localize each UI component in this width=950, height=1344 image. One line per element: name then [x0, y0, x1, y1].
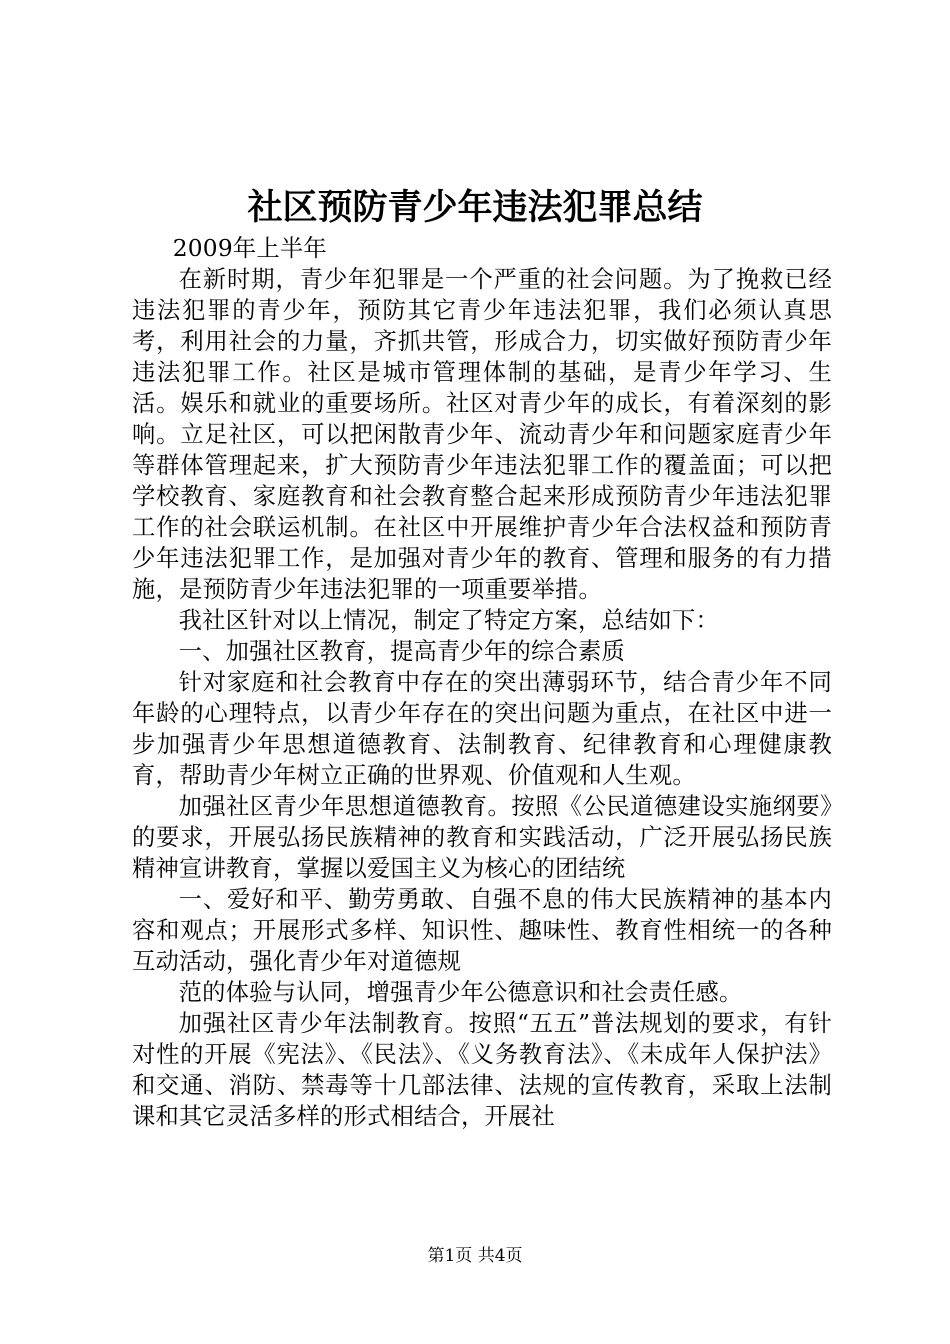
paragraph-section-1: 针对家庭和社会教育中存在的突出薄弱环节，结合青少年不同年龄的心理特点，以青少年存在的突出问题为重点，在社区中进一步加强青少年思想道德教育、法制教育、纪律教育和心理健康教育，帮助青少年树立正确的世界观、价值观和人生观。: [132, 669, 832, 789]
document-title: 社区预防青少年违法犯罪总结: [247, 187, 703, 228]
page-footer: 第1页 共4页: [427, 1246, 523, 1266]
paragraph-summary-lead: 我社区针对以上情况，制定了特定方案，总结如下：: [178, 607, 720, 634]
paragraph-intro: 在新时期，青少年犯罪是一个严重的社会问题。为了挽救已经违法犯罪的青少年，预防其它青少年违法犯罪，我们必须认真思考，利用社会的力量，齐抓共管，形成合力，切实做好预防青少年违法犯罪工作。社区是城市管理体制的基础，是青少年学习、生活。娱乐和就业的重要场所。社区对青少年的成长，有着深刻的影响。立足社区，可以把闲散青少年、流动青少年和问题家庭青少年等群体管理起来，扩大预防青少年违法犯罪工作的覆盖面；可以把学校教育、家庭教育和社会教育整合起来形成预防青少年违法犯罪工作的社会联运机制。在社区中开展维护青少年合法权益和预防青少年违法犯罪工作，是加强对青少年的教育、管理和服务的有力措施，是预防青少年违法犯罪的一项重要举措。: [132, 266, 832, 603]
date-line: 2009年上半年: [172, 235, 327, 262]
section-heading-1: 一、加强社区教育，提高青少年的综合素质: [178, 638, 626, 665]
paragraph-moral-education: 加强社区青少年思想道德教育。按照《公民道德建设实施纲要》的要求，开展弘扬民族精神的教育和实践活动，广泛开展弘扬民族精神宣讲教育，掌握以爱国主义为核心的团结统: [132, 793, 832, 882]
paragraph-legal-education: 加强社区青少年法制教育。按照“五五”普法规划的要求，有针对性的开展《宪法》、《民法》、《义务教育法》、《未成年人保护法》和交通、消防、禁毒等十几部法律、法规的宣传教育，采取上法制课和其它灵活多样的形式相结合，开展社: [132, 1010, 832, 1130]
paragraph-moral-norms: 范的体验与认同，增强青少年公德意识和社会责任感。: [178, 979, 743, 1006]
paragraph-national-spirit: 一、爱好和平、勤劳勇敢、自强不息的伟大民族精神的基本内容和观点；开展形式多样、知识性、趣味性、教育性相统一的各种互动活动，强化青少年对道德规: [132, 886, 832, 975]
document-body: [132, 233, 832, 1132]
